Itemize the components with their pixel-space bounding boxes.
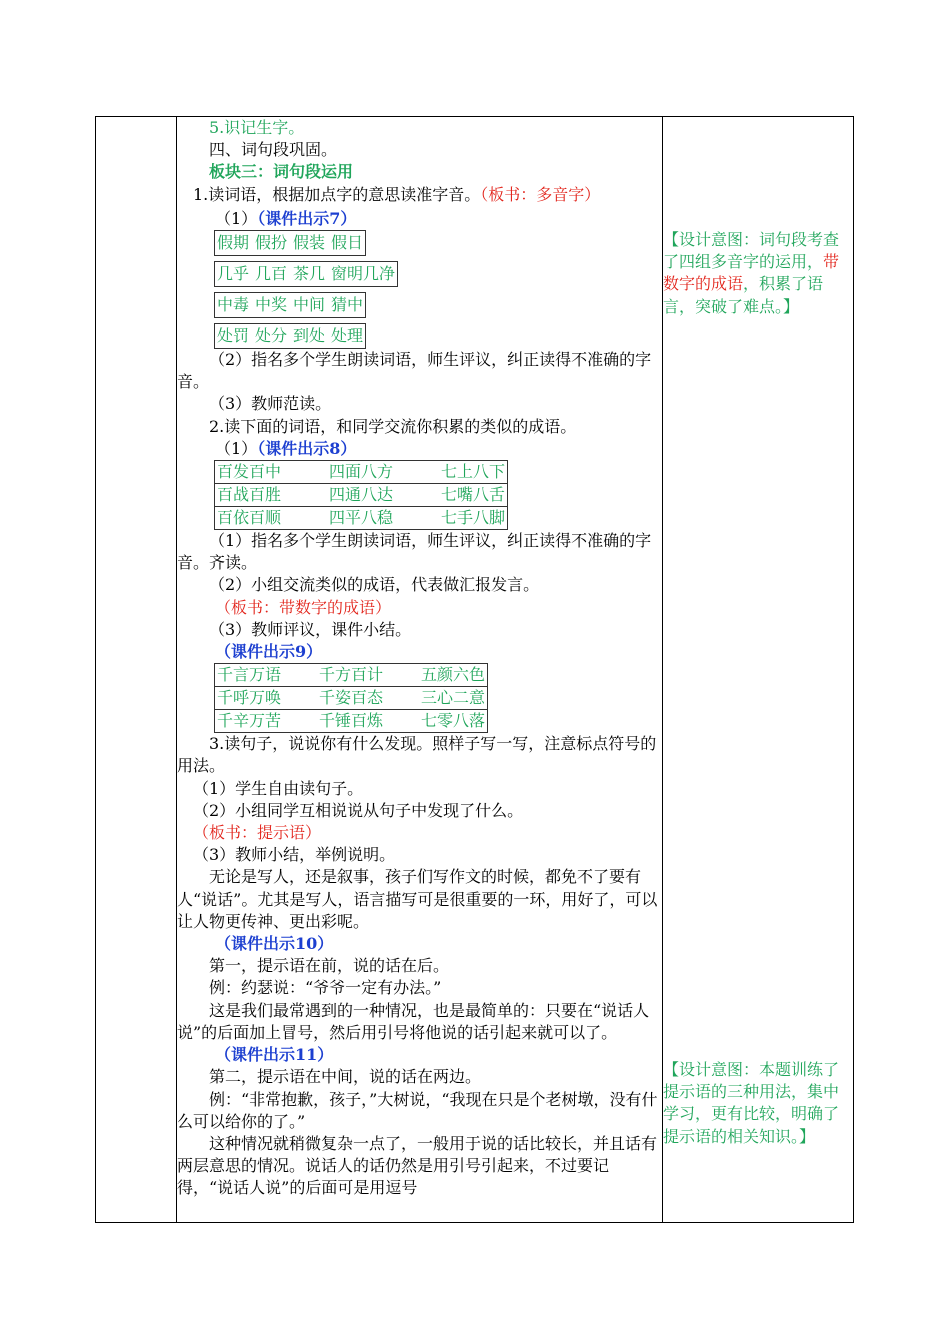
explanation-paragraph-3: 这种情况就稍微复杂一点了，一般用于说的话比较长，并且话有两层意思的情况。说话人的话仍然是用引号引起来，不过要记得，“说话人说”的后面可是用逗号: [177, 1133, 658, 1198]
word: 假日: [331, 233, 364, 253]
design-note-1-red: 带数字的成语: [663, 252, 840, 294]
idiom: 七上八下: [439, 461, 508, 484]
idiom: 百依百顺: [215, 507, 328, 530]
example-1: 例：约瑟说：“爷爷一定有办法。”: [209, 978, 442, 998]
q2-activity-1: （1）指名多个学生朗读词语，师生评议，纠正读得不准确的字音。齐读。: [177, 531, 652, 573]
design-note-1-b: ，积累了语言，突破了难点。】: [663, 274, 824, 316]
idiom-grid-1: [214, 460, 508, 530]
table-row: [215, 461, 508, 484]
idiom: 七手八脚: [439, 507, 508, 530]
question-3: 3.读句子，说说你有什么发现。照样子写一写，注意标点符号的用法。: [177, 734, 657, 776]
example-2: 例：“非常抱歉，孩子，”大树说，“我现在只是个老树墩，没有什么可以给你的了。”: [177, 1089, 658, 1131]
board-note-number-idioms: （板书：带数字的成语）: [215, 597, 392, 617]
explanation-paragraph-2: 这是我们最常遇到的一种情况，也是最简单的：只要在“说话人说”的后面加上冒号，然后用引号将他说的话引起来就可以了。: [177, 1000, 650, 1042]
idiom: 四平八稳: [327, 507, 439, 530]
sub-3: （3）教师范读。: [209, 394, 332, 414]
table-row: [215, 710, 488, 733]
sub-1-label: （1）: [215, 208, 258, 228]
courseware-7: （课件出示7）: [257, 208, 357, 228]
q2-activity-2: （2）小组交流类似的成语，代表做汇报发言。: [209, 575, 540, 595]
board-note-polyphone: （板书：多音字）: [480, 184, 601, 204]
board-note-prompt: （板书：提示语）: [193, 823, 322, 843]
word: 中奖: [255, 295, 288, 315]
table-row: [215, 664, 488, 687]
idiom: 四面八方: [327, 461, 439, 484]
q3-step-3: （3）教师小结，举例说明。: [193, 845, 396, 865]
table-row: [215, 484, 508, 507]
word-box-row-1: [177, 230, 660, 256]
sub-1: [177, 208, 660, 230]
main-content-cell: [177, 117, 660, 1222]
section-title: 板块三：词句段运用: [209, 162, 354, 182]
q3-step-2: （2）小组同学互相说说从句子中发现了什么。: [193, 800, 524, 820]
q2-sub-1: [177, 438, 660, 460]
courseware-9: （课件出示9）: [215, 642, 323, 662]
idiom: 千方百计: [317, 664, 419, 687]
explanation-paragraph-1: 无论是写人，还是叙事，孩子们写作文的时候，都免不了要有人“说话”。尤其是写人，语言描写可是很重要的一环，用好了，可以让人物更传神、更出彩呢。: [177, 867, 658, 931]
table-row: [215, 687, 488, 710]
idiom-grid-2: [214, 663, 488, 733]
rule-first: 第一，提示语在前，说的话在后。: [209, 956, 450, 976]
word: 窗明几净: [331, 264, 396, 284]
design-note-1-a: 【设计意图：词句段考查了四组多音字的运用，: [663, 230, 840, 272]
idiom: 七零八落: [419, 710, 488, 733]
idiom: 千姿百态: [317, 687, 419, 710]
question-1: [177, 184, 660, 206]
idiom: 四通八达: [327, 484, 439, 507]
word: 到处: [293, 326, 326, 346]
word-box-row-2: [177, 256, 660, 287]
q2-activity-3: （3）教师评议，课件小结。: [209, 619, 412, 639]
word: 几乎: [217, 264, 250, 284]
table-row: [215, 507, 508, 530]
idiom: 七嘴八舌: [439, 484, 508, 507]
q2-sub-1-label: （1）: [215, 438, 258, 458]
word: 假装: [293, 233, 326, 253]
idiom: 千呼万唤: [215, 687, 318, 710]
word: 假期: [217, 233, 250, 253]
word: 中毒: [217, 295, 250, 315]
word: 假扮: [255, 233, 288, 253]
courseware-10: （课件出示10）: [215, 934, 334, 954]
idiom: 千锤百炼: [317, 710, 419, 733]
step-recognize: 5.识记生字。: [209, 118, 305, 137]
word: 中间: [293, 295, 326, 315]
word: 几百: [255, 264, 288, 284]
design-note-1: [663, 229, 853, 318]
word: 处罚: [217, 326, 250, 346]
rule-second: 第二，提示语在中间，说的话在两边。: [209, 1067, 482, 1087]
idiom: 五颜六色: [419, 664, 488, 687]
idiom: 千辛万苦: [215, 710, 318, 733]
word: 猜中: [331, 295, 364, 315]
word: 处分: [255, 326, 288, 346]
word: 茶几: [293, 264, 326, 284]
word: 处理: [331, 326, 364, 346]
idiom: 百战百胜: [215, 484, 328, 507]
sub-2: （2）指名多个学生朗读词语，师生评议，纠正读得不准确的字音。: [177, 350, 652, 392]
word-box-row-3: [177, 287, 660, 318]
courseware-11: （课件出示11）: [215, 1045, 334, 1065]
step-consolidate: 四、词句段巩固。: [209, 140, 338, 160]
idiom: 三心二意: [419, 687, 488, 710]
word-box-row-4: [177, 318, 660, 349]
question-1-text: 1.读词语，根据加点字的意思读准字音。: [193, 184, 481, 204]
design-note-2: 【设计意图：本题训练了提示语的三种用法，集中学习，更有比较，明确了提示语的相关知识。】: [663, 1060, 840, 1146]
idiom: 百发百中: [215, 461, 328, 484]
question-2: 2.读下面的词语，和同学交流你积累的类似的成语。: [209, 416, 577, 436]
courseware-8: （课件出示8）: [257, 438, 357, 458]
idiom: 千言万语: [215, 664, 318, 687]
q3-step-1: （1）学生自由读句子。: [193, 778, 364, 798]
